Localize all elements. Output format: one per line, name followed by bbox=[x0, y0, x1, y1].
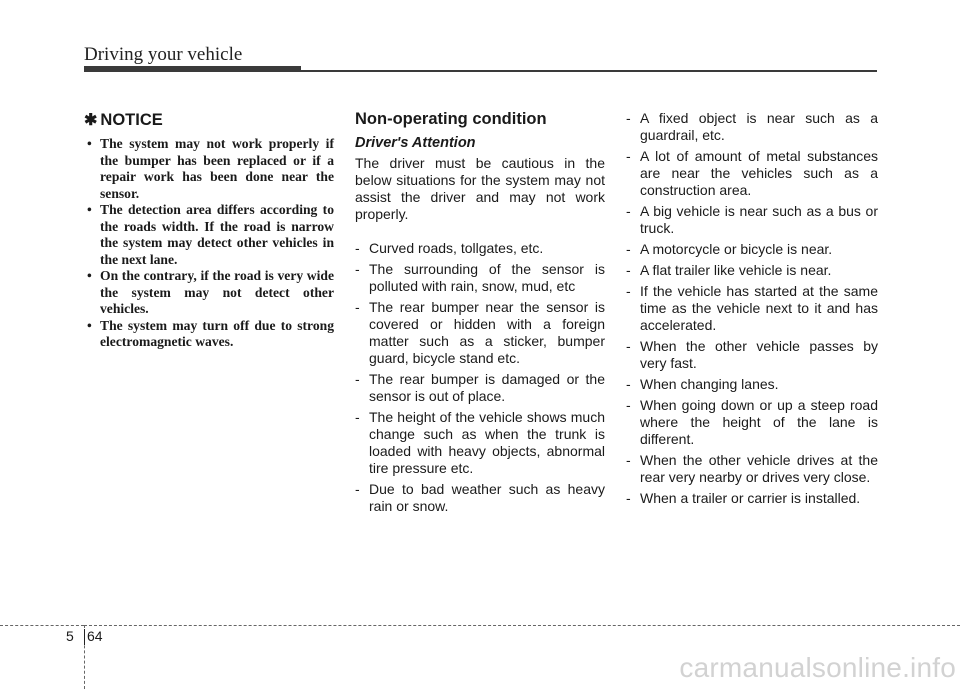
condition-item: - Due to bad weather such as heavy rain or snow. bbox=[355, 481, 605, 515]
condition-item: - A fixed object is near such as a guardrail, etc. bbox=[626, 110, 878, 144]
footer-rule-left bbox=[0, 625, 84, 626]
condition-item: - The rear bumper is damaged or the sensor is out of place. bbox=[355, 371, 605, 405]
conditions-column-mid bbox=[355, 110, 605, 519]
section-intro: The driver must be cautious in the below situations for the system may not assist the driver and may not work properly. bbox=[355, 155, 605, 222]
condition-item: - A motorcycle or bicycle is near. bbox=[626, 241, 878, 258]
notice-item: • The system may not work properly if the bumper has been replaced or if a repair work has been done near the sensor. bbox=[84, 136, 334, 202]
page-header-title: Driving your vehicle bbox=[84, 44, 243, 65]
watermark: carmanualsonline.info bbox=[679, 652, 956, 683]
condition-item: - When the other vehicle drives at the rear very nearby or drives very close. bbox=[626, 452, 878, 486]
section-subtitle: Driver's Attention bbox=[355, 135, 476, 151]
footer-rule bbox=[84, 625, 960, 626]
notice-list bbox=[84, 136, 334, 351]
notice-star-icon: ✱ bbox=[84, 112, 98, 129]
page-number: 64 bbox=[87, 628, 103, 644]
condition-item: - When changing lanes. bbox=[626, 376, 878, 393]
condition-item: - A flat trailer like vehicle is near. bbox=[626, 262, 878, 279]
section-title: Non-operating condition bbox=[355, 110, 547, 128]
header-rule-thick bbox=[84, 66, 301, 72]
condition-item: - The rear bumper near the sensor is covered or hidden with a foreign matter such as a sticker, bumper guard, bicycle stand etc. bbox=[355, 299, 605, 367]
chapter-number: 5 bbox=[66, 628, 74, 644]
condition-item: - If the vehicle has started at the same time as the vehicle next to it and has accelerated. bbox=[626, 283, 878, 334]
condition-list-mid bbox=[355, 240, 605, 515]
condition-item: - The surrounding of the sensor is polluted with rain, snow, mud, etc bbox=[355, 261, 605, 295]
condition-item: - When a trailer or carrier is installed. bbox=[626, 490, 878, 507]
condition-item: - A big vehicle is near such as a bus or truck. bbox=[626, 203, 878, 237]
condition-item: - Curved roads, tollgates, etc. bbox=[355, 240, 605, 257]
page-number-separator bbox=[84, 629, 85, 645]
condition-list-right bbox=[626, 110, 878, 507]
condition-item: - When going down or up a steep road where the height of the lane is different. bbox=[626, 397, 878, 448]
notice-heading bbox=[84, 110, 334, 130]
header-rule-thin bbox=[301, 70, 877, 72]
conditions-column-right bbox=[626, 110, 878, 511]
notice-item: • The detection area differs according to the roads width. If the road is narrow the system may detect other vehicles in the next lane. bbox=[84, 202, 334, 268]
notice-item: • The system may turn off due to strong electromagnetic waves. bbox=[84, 318, 334, 351]
notice-title: NOTICE bbox=[100, 110, 163, 129]
condition-item: - The height of the vehicle shows much change such as when the trunk is loaded with heavy objects, abnormal tire pressure etc. bbox=[355, 409, 605, 477]
notice-item: • On the contrary, if the road is very wide the system may not detect other vehicles. bbox=[84, 268, 334, 318]
condition-item: - When the other vehicle passes by very fast. bbox=[626, 338, 878, 372]
condition-item: - A lot of amount of metal substances are near the vehicles such as a construction area. bbox=[626, 148, 878, 199]
notice-column bbox=[84, 110, 334, 351]
